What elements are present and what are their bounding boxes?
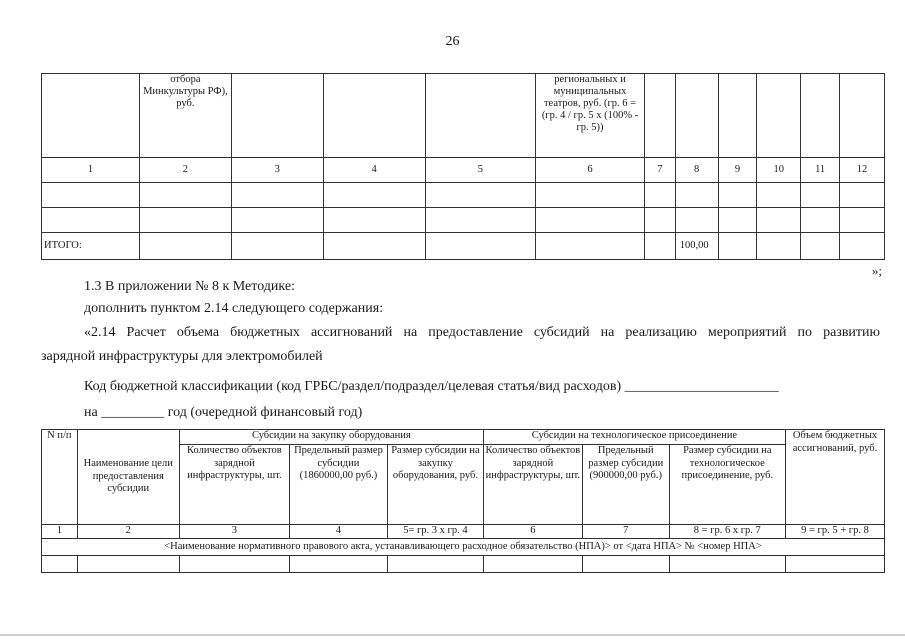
table-continuation	[41, 73, 885, 260]
column-number: 8	[675, 158, 718, 183]
header-cell	[645, 74, 676, 158]
subheader-cell: Предельный размер субсидии (1860000,00 руб.)	[289, 445, 387, 525]
header-cell	[42, 74, 140, 158]
header-cell	[757, 74, 801, 158]
header-subsidy-name: Наименование цели предоставления субсидии	[77, 430, 179, 525]
header-cell	[718, 74, 757, 158]
column-number: 7	[582, 525, 669, 539]
column-number-row	[42, 525, 885, 539]
closing-quote: »;	[871, 263, 882, 278]
subheader-cell: Размер субсидии на технологическое присоединение, руб.	[669, 445, 785, 525]
header-cell	[801, 74, 840, 158]
header-cell: региональных и муниципальных театров, руб. (гр. 6 = (гр. 4 / гр. 5 x (100% - гр. 5))	[535, 74, 644, 158]
column-number: 3	[231, 158, 323, 183]
column-number: 2	[77, 525, 179, 539]
header-cell	[425, 74, 535, 158]
column-number: 11	[801, 158, 840, 183]
npa-row	[42, 539, 885, 556]
total-value: 100,00	[675, 233, 718, 260]
paragraph-title-line2: зарядной инфраструктуры для электромобилей	[41, 349, 323, 364]
header-cell: отбора Минкультуры РФ), руб.	[139, 74, 231, 158]
header-cell	[323, 74, 425, 158]
column-number: 5= гр. 3 x гр. 4	[387, 525, 483, 539]
page-number: 26	[445, 34, 460, 49]
subheader-cell: Количество объектов зарядной инфраструктуры, шт.	[179, 445, 289, 525]
header-number: N п/п	[42, 430, 78, 525]
column-number: 1	[42, 525, 78, 539]
paragraph-appendix: 1.3 В приложении № 8 к Методике:	[84, 279, 295, 294]
column-number: 1	[42, 158, 140, 183]
column-number: 10	[757, 158, 801, 183]
subsidy-calculation-table	[41, 429, 885, 573]
npa-cell: <Наименование нормативного правового акта, устанавливающего расходное обязательство (НПА)> от <дата НПА> № <номер НПА>	[42, 539, 885, 556]
table-header-row	[42, 430, 885, 445]
header-cell	[675, 74, 718, 158]
subheader-cell: Предельный размер субсидии (900000,00 руб.)	[582, 445, 669, 525]
column-number: 4	[323, 158, 425, 183]
table-row	[42, 208, 885, 233]
column-number: 9	[718, 158, 757, 183]
scan-edge-line	[0, 634, 905, 636]
header-cell	[840, 74, 885, 158]
total-label: ИТОГО:	[42, 233, 140, 260]
column-number: 6	[483, 525, 582, 539]
table-row	[42, 556, 885, 573]
column-number: 6	[535, 158, 644, 183]
column-number: 3	[179, 525, 289, 539]
header-connection-group: Субсидии на технологическое присоединение	[483, 430, 785, 445]
header-cell	[231, 74, 323, 158]
column-number: 8 = гр. 6 x гр. 7	[669, 525, 785, 539]
paragraph-title-line1: «2.14 Расчет объема бюджетных ассигнований на предоставление субсидий на реализацию мероприятий по развитию	[84, 325, 880, 340]
column-number: 12	[840, 158, 885, 183]
paragraph-supplement: дополнить пунктом 2.14 следующего содержания:	[84, 301, 384, 316]
table-row	[42, 183, 885, 208]
column-number: 5	[425, 158, 535, 183]
column-number: 4	[289, 525, 387, 539]
paragraph-budget-code: Код бюджетной классификации (код ГРБС/раздел/подраздел/целевая статья/вид расходов) ______________________	[84, 379, 779, 394]
column-number-row	[42, 158, 885, 183]
header-equipment-group: Субсидии на закупку оборудования	[179, 430, 483, 445]
column-number: 9 = гр. 5 + гр. 8	[785, 525, 884, 539]
table-header-row	[42, 74, 885, 158]
paragraph-year: на _________ год (очередной финансовый год)	[84, 405, 363, 420]
subheader-cell: Количество объектов зарядной инфраструктуры, шт.	[483, 445, 582, 525]
header-budget-volume: Объем бюджетных ассигнований, руб.	[785, 430, 884, 525]
column-number: 2	[139, 158, 231, 183]
total-row	[42, 233, 885, 260]
column-number: 7	[645, 158, 676, 183]
subheader-cell: Размер субсидии на закупку оборудования, руб.	[387, 445, 483, 525]
